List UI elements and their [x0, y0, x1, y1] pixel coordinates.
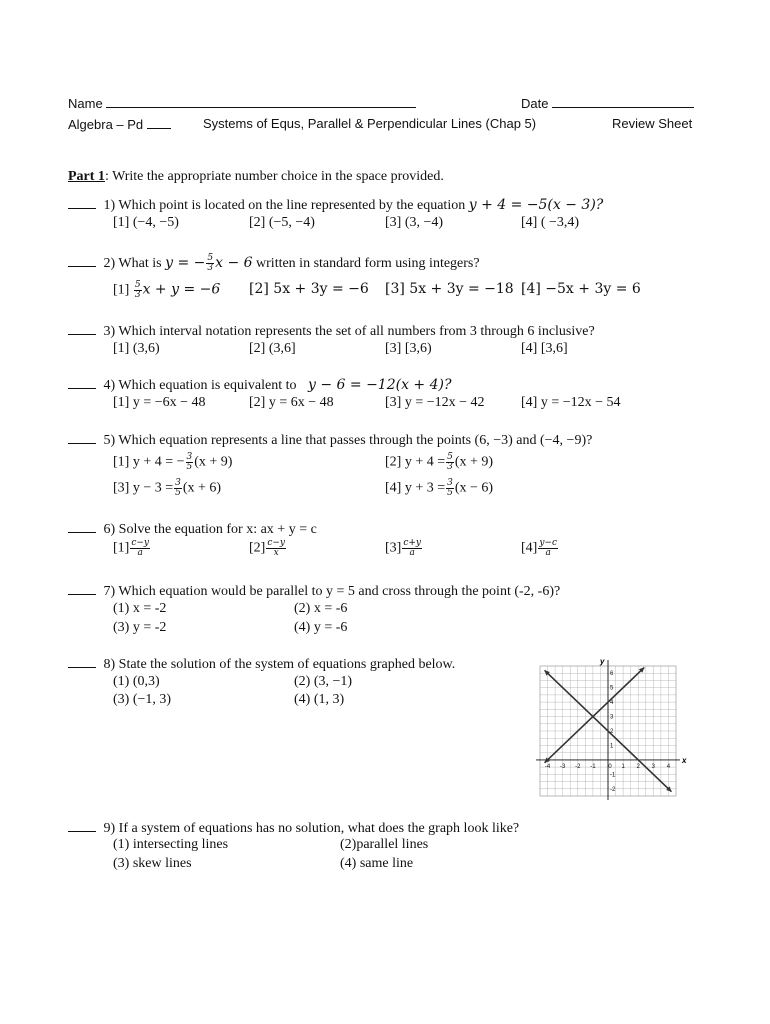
part1-label: Part 1 — [68, 169, 105, 184]
x-tick-label: -1 — [590, 763, 596, 770]
question-text: Which point is located on the line represented by the equation — [118, 198, 466, 213]
q7-option-2: (2) x = -6 — [294, 601, 348, 616]
graph-line-1 — [545, 667, 645, 762]
x-tick-label: 3 — [651, 763, 656, 770]
q2-option-3: [3] 5x + 3y = −18 — [385, 281, 514, 297]
name-blank[interactable] — [106, 95, 416, 108]
q1-option-3: [3] (3, −4) — [385, 215, 444, 230]
q8-option-2: (2) (3, −1) — [294, 674, 353, 689]
y-tick-label: 2 — [610, 729, 614, 735]
x-tick-label: -3 — [559, 763, 566, 770]
question-equation: y + 4 = −5(x − 3)? — [468, 197, 604, 213]
answer-blank-7[interactable] — [68, 582, 96, 595]
equation-part: y = − — [165, 255, 206, 271]
answer-blank-8[interactable] — [68, 655, 96, 668]
q3-option-3: [3] [3,6) — [385, 341, 432, 356]
class-label: Algebra – Pd — [68, 117, 144, 132]
q6-option-3: [3] $\frac{c+y}{a}$ — [385, 538, 421, 558]
question-text: Which interval notation represents the set of all numbers from 3 through 6 inclusive? — [118, 324, 595, 339]
equation-part: x − 6 — [215, 255, 253, 271]
system-graph — [528, 650, 687, 802]
part1-heading — [68, 169, 444, 185]
date-blank[interactable] — [552, 95, 694, 108]
answer-blank-1[interactable] — [68, 196, 96, 209]
fraction: $\frac{5}{3}$ — [207, 253, 214, 274]
q6-option-2: [2] $\frac{c-y}{x}$ — [249, 538, 285, 558]
sheet-type: Review Sheet — [612, 116, 693, 131]
q2-option-1: [1] $\frac{5}{3}$ x + y = −6 — [113, 280, 221, 300]
q8-option-1: (1) (0,3) — [113, 674, 160, 689]
question-number: 2) — [103, 256, 116, 271]
q8-option-3: (3) (−1, 3) — [113, 692, 172, 707]
x-tick-label: 0 — [608, 763, 612, 770]
y-tick-label: 4 — [610, 700, 614, 707]
question-text: State the solution of the system of equations graphed below. — [118, 657, 456, 672]
question-4: 4) Which equation is equivalent to y − 6 = −12(x + 4)? — [68, 376, 451, 394]
q6-option-1: [1] $\frac{c-y}{a}$ — [113, 538, 149, 558]
x-tick-label: 4 — [666, 763, 671, 770]
name-label: Name — [68, 96, 103, 111]
q2-option-2: [2] 5x + 3y = −6 — [249, 281, 369, 297]
date-line — [521, 95, 694, 111]
q6-option-4: [4] $\frac{y-c}{a}$ — [521, 538, 557, 558]
y-axis-label: y — [600, 657, 605, 666]
period-blank[interactable] — [147, 116, 171, 129]
q7-option-1: (1) x = -2 — [113, 601, 167, 616]
q4-option-1: [1] y = −6x − 48 — [113, 395, 206, 410]
question-text: If a system of equations has no solution, what does the graph look like? — [118, 821, 520, 836]
question-7: 7) Which equation would be parallel to y = 5 and cross through the point (-2, -6)? — [68, 582, 560, 600]
date-label: Date — [521, 96, 549, 111]
q5-option-1: [1] y + 4 = − $\frac{3}{5}$ (x + 9) — [113, 452, 233, 472]
q9-option-4: (4) same line — [340, 856, 414, 871]
q7-option-3: (3) y = -2 — [113, 620, 167, 635]
q9-option-1: (1) intersecting lines — [113, 837, 229, 852]
q3-option-4: [4] [3,6] — [521, 341, 568, 356]
answer-blank-3[interactable] — [68, 322, 96, 335]
question-2 — [68, 254, 480, 273]
q9-option-3: (3) skew lines — [113, 856, 192, 871]
y-tick-label: 6 — [610, 671, 614, 678]
q4-option-4: [4] y = −12x − 54 — [521, 395, 621, 410]
question-5: 5) Which equation represents a line that passes through the points (6, −3) and (−4, −9)? — [68, 431, 592, 449]
q4-option-3: [3] y = −12x − 42 — [385, 395, 485, 410]
answer-blank-5[interactable] — [68, 431, 96, 444]
x-axis-label: x — [682, 755, 687, 765]
question-8: 8) State the solution of the system of equations graphed below. — [68, 655, 455, 673]
x-tick-label: 2 — [636, 763, 640, 770]
name-line — [68, 95, 416, 111]
x-tick-label: 1 — [621, 763, 625, 770]
question-9: 9) If a system of equations has no solution, what does the graph look like? — [68, 819, 519, 837]
question-text: Solve the equation for x: ax + y = c — [118, 522, 317, 537]
answer-blank-4[interactable] — [68, 376, 96, 389]
q9-option-2: (2)parallel lines — [340, 837, 429, 852]
question-equation: y − 6 = −12(x + 4)? — [307, 377, 452, 393]
q3-option-2: [2] (3,6] — [249, 341, 296, 356]
q4-option-2: [2] y = 6x − 48 — [249, 395, 334, 410]
y-tick-label: 3 — [610, 714, 614, 721]
q5-option-4: [4] y + 3 = $\frac{3}{5}$ (x − 6) — [385, 478, 494, 498]
answer-blank-2[interactable] — [68, 254, 96, 267]
x-tick-label: -2 — [575, 763, 581, 770]
q1-option-1: [1] (−4, −5) — [113, 215, 179, 230]
q7-option-4: (4) y = -6 — [294, 620, 348, 635]
question-text: What is — [118, 256, 162, 271]
y-tick-label: 1 — [610, 743, 614, 750]
y-tick-label: -2 — [610, 786, 616, 793]
y-tick-label: 5 — [610, 685, 614, 692]
question-text: Which equation would be parallel to y = 5 and cross through the point (-2, -6)? — [118, 584, 561, 599]
question-3: 3) Which interval notation represents the set of all numbers from 3 through 6 inclusive? — [68, 322, 595, 340]
question-1 — [68, 196, 603, 214]
question-number: 1) — [103, 198, 116, 213]
question-text: Which equation is equivalent to — [118, 378, 297, 393]
part1-instructions: : Write the appropriate number choice in the space provided. — [104, 169, 444, 184]
q3-option-1: [1] (3,6) — [113, 341, 160, 356]
question-text: Which equation represents a line that passes through the points (6, −3) and (−4, −9)? — [118, 433, 593, 448]
x-tick-label: -4 — [544, 763, 551, 770]
q1-option-4: [4] ( −3,4) — [521, 215, 580, 230]
question-text: written in standard form using integers? — [256, 256, 480, 271]
y-tick-label: -1 — [610, 772, 616, 779]
class-line — [68, 116, 171, 132]
sheet-title: Systems of Equs, Parallel & Perpendicular Lines (Chap 5) — [203, 116, 537, 131]
q8-option-4: (4) (1, 3) — [294, 692, 345, 707]
q1-option-2: [2] (−5, −4) — [249, 215, 315, 230]
q5-option-3: [3] y − 3 = $\frac{3}{5}$ (x + 6) — [113, 478, 222, 498]
q2-option-4: [4] −5x + 3y = 6 — [521, 281, 641, 297]
q5-option-2: [2] y + 4 = $\frac{5}{3}$ (x + 9) — [385, 452, 494, 472]
answer-blank-9[interactable] — [68, 819, 96, 832]
question-6: 6) Solve the equation for x: ax + y = c — [68, 520, 317, 538]
answer-blank-6[interactable] — [68, 520, 96, 533]
